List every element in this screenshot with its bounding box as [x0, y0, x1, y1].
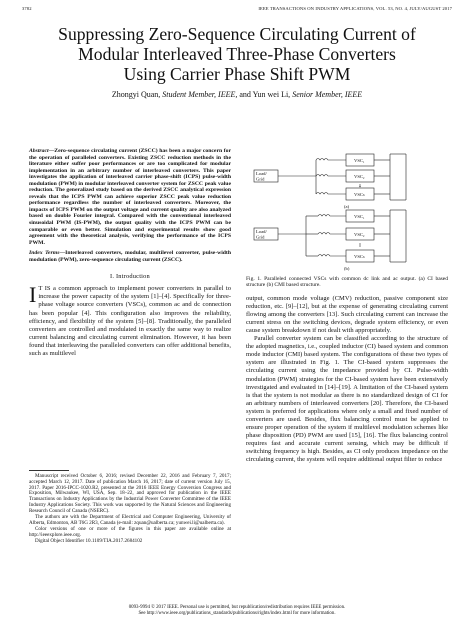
- rights-link-line: See http://www.ieee.org/publications_standards/publications/rights/index.html for more information.: [138, 611, 336, 616]
- right-column: [246, 148, 448, 465]
- footnotes: [29, 470, 231, 545]
- vsc-label-b-n: VSCₙ: [354, 254, 365, 259]
- grid-label-b: Grid: [256, 234, 265, 240]
- copyright-footer: [20, 605, 454, 617]
- figure-1-caption: Fig. 1. Paralleled connected VSCs with common dc link and ac output. (a) CI based structure (b) CMI based structure.: [246, 276, 448, 289]
- drop-cap: I: [29, 282, 37, 308]
- right-paragraph-1: output, common mode voltage (CMV) reduction, passive component size reduction, etc. [9]–[12], but at the expense of generating circulating current flowing among the converters [13]. Such circulating current can increase the current stress on the switching devices, degrade system efficiency, or even cause system breakdown if not dealt with appropriately.: [246, 294, 448, 334]
- paper-title: [20, 24, 454, 84]
- author-and: and: [239, 90, 251, 99]
- figure-label-a: (a): [344, 204, 350, 209]
- title-line-1: Suppressing Zero-Sequence Circulating Current of: [58, 24, 416, 44]
- running-header: [22, 6, 452, 16]
- footnote-doi: Digital Object Identifier 10.1109/TIA.2017.2684102: [35, 538, 143, 545]
- author-role-2: Senior Member, IEEE: [292, 90, 363, 99]
- load-label-b: Load/: [256, 229, 267, 234]
- cm-inductor-n: [318, 255, 346, 257]
- author-name-2: Yun wei Li,: [252, 90, 291, 99]
- right-column-text: [246, 295, 448, 465]
- left-column: [29, 148, 231, 358]
- coupled-inductor-2: [316, 175, 346, 177]
- vsc-label-a-n: VSCₙ: [354, 192, 365, 197]
- author-line: [20, 90, 454, 99]
- section-heading-introduction: I. Introduction: [110, 273, 150, 281]
- index-terms-text: —Interleaved converters, modular, multilevel converter, pulse-width modulation (PWM), zero-sequence circulating current (ZSCC).: [29, 250, 231, 263]
- abstract-lead: Abstract: [29, 148, 49, 154]
- author-name-1: Zhongyi Quan,: [111, 90, 161, 99]
- journal-name: IEEE TRANSACTIONS ON INDUSTRY APPLICATIONS, VOL. 53, NO. 4, JULY/AUGUST 2017: [258, 6, 452, 11]
- title-line-3: Using Carrier Phase Shift PWM: [123, 64, 351, 84]
- author-role-1: Student Member, IEEE,: [162, 90, 238, 99]
- vsc-label-a-1: VSC₁: [354, 158, 365, 163]
- load-label-a: Load/: [256, 171, 267, 176]
- vsc-label-b-1: VSC₁: [354, 214, 365, 219]
- figure-label-b: (b): [344, 266, 350, 271]
- title-line-2: Modular Interleaved Three-Phase Converters: [78, 44, 396, 64]
- coupled-inductor-1: [316, 159, 346, 161]
- index-terms-lead: Index Terms: [29, 250, 60, 257]
- index-terms: [29, 250, 231, 263]
- grid-label-a: Grid: [256, 176, 265, 182]
- vsc-label-a-2: VSC₂: [354, 174, 365, 179]
- introduction-text: T IS a common approach to implement power converters in parallel to increase the power capacity of the system [1]–[4]. Specifically for three-phase voltage source converters (VSCs), common ac and dc connection has been popular [4]. This configuration also improves the reliability, efficiency, and flexibility of the system [5]–[8]. Traditionally, the paralleled converters are controlled and modulated in exactly the same way to realize current balancing and circulating current elimination. However, it has been found that interleaving the paralleled converters can offer additional benefits, such as multilevel: [29, 285, 231, 358]
- copyright-line: 0093-9994 © 2017 IEEE. Personal use is permitted, but republication/redistribution requires IEEE permission.: [128, 605, 346, 610]
- cm-inductor-1: [318, 215, 346, 217]
- footnote-affiliation: The authors are with the Department of Electrical and Computer Engineering, University of Alberta, Edmonton, AB T6G 2R3, Canada (e-mail: zquan@ualberta.ca; yunwei.li@ualberta.ca).: [29, 514, 231, 527]
- introduction-paragraph: [29, 282, 231, 358]
- cm-inductor-2: [318, 233, 346, 235]
- vsc-label-b-2: VSC₂: [354, 232, 365, 237]
- coupled-inductor-n: [316, 193, 346, 195]
- right-paragraph-2: Parallel converter system can be classified according to the structure of the adopted magnetics, i.e., coupled inductor (CI) based system and common mode inductor (CMI) based system. The configurations of these two types of system are illustrated in Fig. 1. The CI-based system suppresses the circulating current using the impedance provided by CI. Pulse-width modulation (PWM) strategies for the CI-based system have been extensively investigated and evaluated in [14]–[19]. A limitation of the CI-based system is that the system is not modular as there is no standardized design of CI for an arbitrary numbers of interleaved converters [20]. Therefore, the CI-based system is preferred for applications where only a small and fixed number of converters are used. Besides, flux balancing control must be applied to ensure proper operation of the system if multilevel modulation schemes like phase disposition (PD) PWM are used [15], [16]. The flux balancing control requires fast and accurate current sensing, which may be difficult if switching frequency is high. Besides, as CI only produces impedance on the circulating current, the system will require additional output filter to reduce: [246, 335, 448, 464]
- abstract: [29, 148, 231, 246]
- footnote-rule: [29, 470, 69, 471]
- figure-1-diagram: [246, 148, 448, 272]
- footnote-manuscript: Manuscript received October 6, 2016; revised December 22, 2016 and February 7, 2017; accepted March 12, 2017. Date of publication March 16, 2017; date of current version July 15, 2017. Paper 2016-IPCC-1020.R2, presented at the 2016 IEEE Energy Conversion Congress and Exposition, Milwaukee, WI, USA, Sep. 18–22, and approved for publication in the IEEE Transactions on Industry Applications by the Industrial Power Converter Committee of the IEEE Industry Applications Society. This work was supported by the Natural Sciences and Engineering Research Council of Canada (NSERC).: [29, 472, 231, 515]
- figure-1: [246, 148, 448, 272]
- page-number: 3782: [22, 6, 32, 11]
- footnote-color: Color versions of one or more of the figures in this paper are available online at http://ieeexplore.ieee.org.: [29, 526, 231, 539]
- abstract-text: —Zero-sequence circulating current (ZSCC) has been a major concern for the operation of paralleled converters. Existing ZSCC reduction methods in the literature either suffer poor performances or are too complicated for modular implementation in an arbitrary number of interleaved converters. This paper investigates the application of interleaved carrier phase-shift (ICPS) pulse-width modulation (PWM) in modular interleaved converter system for ZSCC peak value reduction. The generalized study based on the derived ZSCC analytical expression reveals that the ICPS PWM can achieve superior ZSCC peak value reduction performance regardless the number of interleaved converters. Moreover, the impacts of ICPS PWM on the output voltage and current quality are also analyzed based on double Fourier integral. Compared with the conventional interleaved sinusoidal PWM (IS-PWM), the output quality with the ICPS PWM can be comparable or even better. Simulation and experimental results show good agreement with the theoretical analysis, verifying the performance of the ICPS PWM.: [29, 148, 231, 246]
